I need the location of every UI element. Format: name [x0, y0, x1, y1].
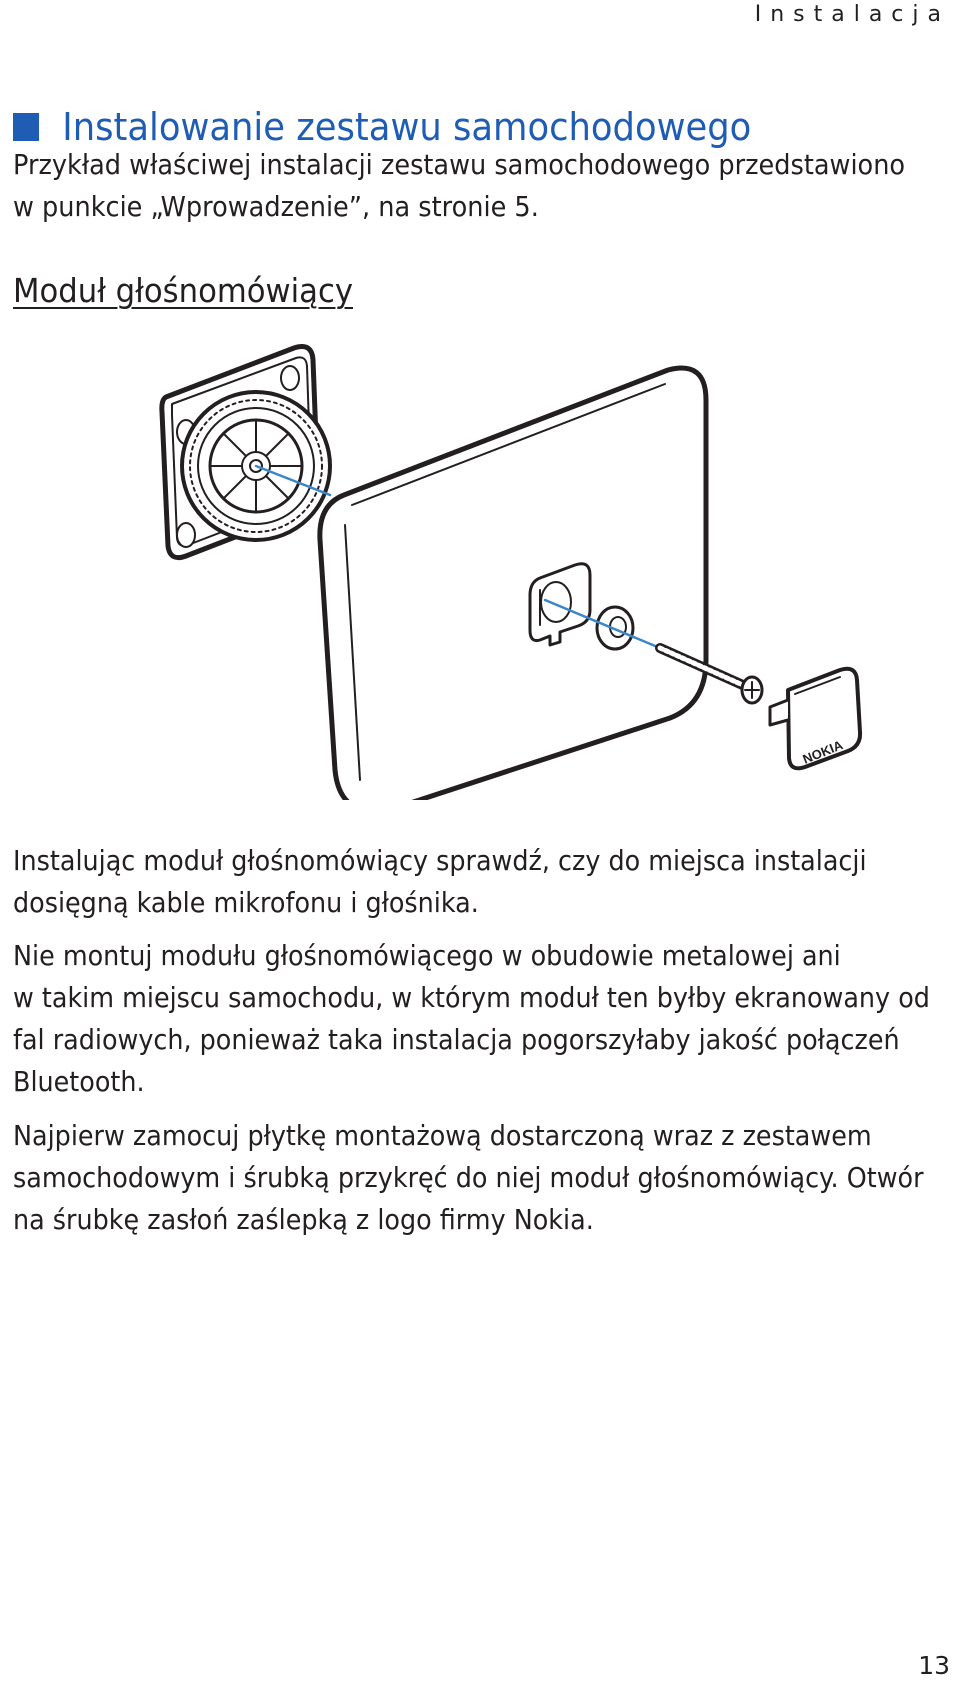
text-line: Instalując moduł głośnomówiący sprawdź, czy do miejsca instalacji: [13, 845, 867, 877]
nokia-cover-cap: [770, 669, 860, 769]
paragraph-mounting-steps: [13, 1115, 924, 1241]
paragraph-check-cables: [13, 840, 867, 924]
text-line: samochodowym i śrubką przykręć do niej moduł głośnomówiący. Otwór: [13, 1162, 924, 1194]
text-line: Przykład właściwej instalacji zestawu samochodowego przedstawiono: [13, 149, 906, 181]
text-line: na śrubkę zasłoń zaślepką z logo firmy Nokia.: [13, 1204, 594, 1236]
nokia-logo-text: NOKIA: [800, 737, 845, 767]
subheading: Moduł głośnomówiący: [13, 271, 354, 310]
text-line: w takim miejscu samochodu, w którym moduł ten byłby ekranowany od: [13, 982, 930, 1014]
speaker-installation-illustration: [150, 330, 870, 800]
mounting-plate: [162, 347, 330, 558]
text-line: Bluetooth.: [13, 1066, 145, 1098]
text-line: Nie montuj modułu głośnomówiącego w obudowie metalowej ani: [13, 940, 841, 972]
page-number: 13: [918, 1651, 950, 1680]
intro-paragraph: [13, 144, 905, 228]
text-line: Najpierw zamocuj płytkę montażową dostarczoną wraz z zestawem: [13, 1120, 872, 1152]
paragraph-metal-warning: [13, 935, 930, 1103]
text-line: fal radiowych, ponieważ taka instalacja pogorszyłaby jakość połączeń: [13, 1024, 900, 1056]
section-title: [13, 105, 751, 149]
running-header: Instalacja: [754, 2, 950, 27]
text-line: w punkcie „Wprowadzenie”, na stronie 5.: [13, 191, 539, 223]
speaker-module-housing: [320, 368, 706, 800]
section-marker-square: [13, 113, 39, 141]
section-title-text: Instalowanie zestawu samochodowego: [62, 105, 752, 150]
text-line: dosięgną kable mikrofonu i głośnika.: [13, 887, 479, 919]
